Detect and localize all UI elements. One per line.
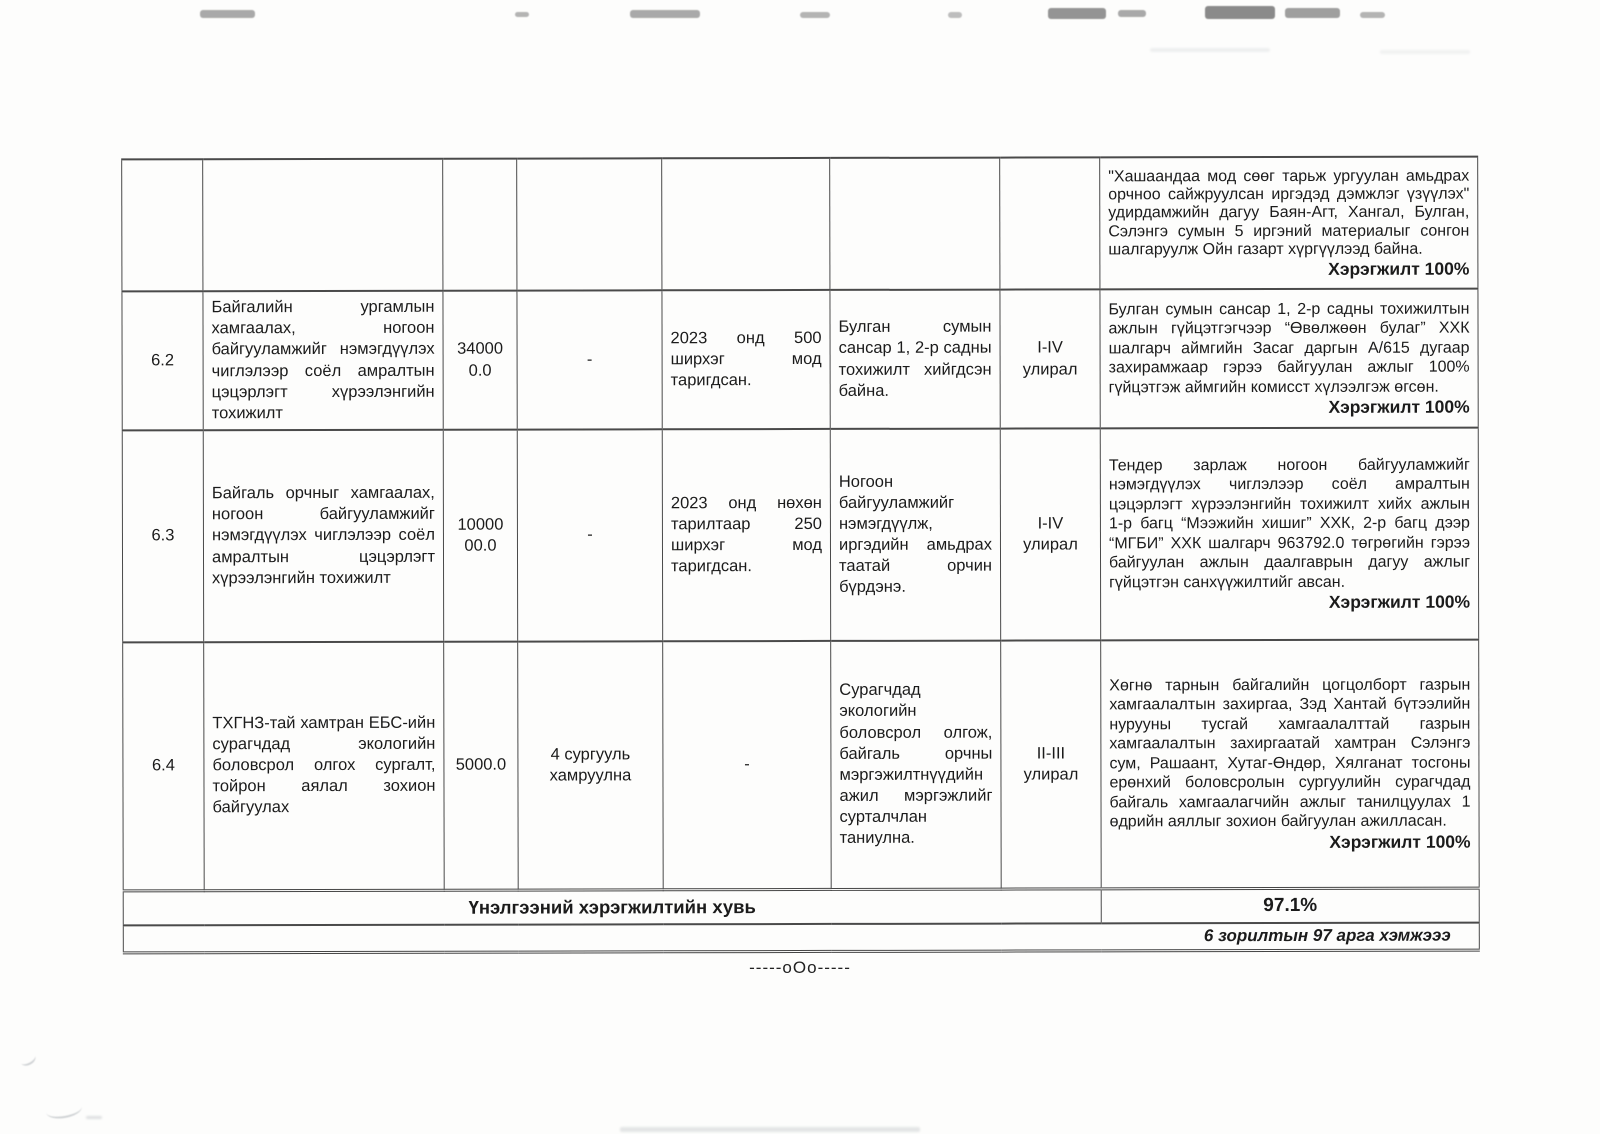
document-end-divider: -----oOo----- xyxy=(749,958,851,977)
implementation-status: Хэрэгжилт 100% xyxy=(1328,591,1471,612)
row-6-2-activity: Байгалийн ургамлын хамгаалах, ногоон байгууламжийг нэмэгдүүлэх чиглэлээр соёл амралтын цэцэрлэгт хүрээлэнгийн тохижилт xyxy=(203,291,443,431)
row-6-2-quarter: I-IV улирал xyxy=(1000,289,1100,428)
scan-artifact xyxy=(45,1099,83,1121)
row-6-2-number: 6.2 xyxy=(122,291,203,430)
row-6-3-quarter: I-IV улирал xyxy=(1000,428,1100,640)
results-table-wrap xyxy=(121,156,1480,954)
row-6-3-target: - xyxy=(517,429,662,641)
row-6-3-activity: Байгаль орчныг хамгаалах, ногоон байгууламжийг нэмэгдүүлэх чиглэлээр соёл амралтын цэцэрлэгт хүрээлэнгийн тохижилт xyxy=(203,430,443,643)
scan-artifact xyxy=(1150,48,1270,52)
implementation-text: Тендер зарлаж ногоон байгууламжийг нэмэгдүүлэх чиглэлээр соёл амралтын цэцэрлэгт хүрээлэнгийн тохижилт хийх ажлын 1-р багц “Мээжийн хишиг” ХХК, 2-р багц дээр “МГБИ” ХХК шалгарч 963792.0 төгрөгийн гэрээ байгуулан ажлын даалгаврын дагуу ажлыг гүйцэтгэн санхүүжилтийг авсан. xyxy=(1108,456,1471,591)
scan-artifact xyxy=(1118,10,1146,17)
row-6-4-quarter: II-III улирал xyxy=(1001,640,1102,888)
row-6-3-output: 2023 онд нөхөн тарилтаар 250 ширхэг мод таригдсан. xyxy=(662,429,830,641)
carryover-budget-cell xyxy=(443,159,517,291)
implementation-status: Хэрэгжилт 100% xyxy=(1328,396,1470,417)
table-row-total-note xyxy=(123,922,1479,952)
results-table xyxy=(121,156,1480,954)
row-6-4-number: 6.4 xyxy=(123,642,205,890)
table-row-6-3 xyxy=(122,428,1478,643)
implementation-text: Булган сумын сансар 1, 2-р садны тохижилтын ажлын гүйцэтгэгчээр “Өвөлжөөн булаг” ХХК шалгарч аймгийн Засаг даргын А/615 дугаар захирамжаар гэрээ байгуулан ажлыг 100% гүйцэтгэж аймгийн комисст хүлээлгэж өгсөн. xyxy=(1108,300,1470,396)
table-row-6-2 xyxy=(122,289,1478,431)
scan-artifact xyxy=(18,1051,37,1068)
implementation-text: Хөгнө тарнын байгалийн цогцолборт газрын хамгаалалтын захиргаа, Зэд Хантай бүтээлийн нурууны тусгай хамгаалалттай газрын хамгаалалтын захиргаатай хамтран Сэлэнгэ сум, Рашаант, Хутаг-Өндөр, Хялганат тосгоны ерөнхий боловсролын сургуулийн сурагчдад байгаль хамгаалагчийн ажлыг танилцуулах 1 өдрийн аяллыг зохион байгуулан ажилласан. xyxy=(1109,676,1471,831)
table-row-carryover xyxy=(122,157,1478,292)
row-6-3-outcome: Ногоон байгууламжийг нэмэгдүүлж, иргэдийн амьдрах таатай орчин бүрдэнэ. xyxy=(830,429,1000,641)
carryover-output-cell xyxy=(662,158,830,290)
scan-artifact xyxy=(1360,12,1385,18)
table-row-evaluation xyxy=(123,888,1479,926)
scan-artifact xyxy=(1205,6,1275,19)
carryover-quarter-cell xyxy=(1000,157,1100,289)
evaluation-label: Үнэлгээний хэрэгжилтийн хувь xyxy=(123,888,1101,925)
carryover-target-cell xyxy=(517,158,662,290)
row-6-4-activity: ТХГНЗ-тай хамтран ЕБС-ийн сурагчдад экологийн боловсрол олгох сургалт, тойрон аялал зохион байгуулах xyxy=(204,642,445,891)
row-6-2-implementation-cell xyxy=(1100,289,1478,429)
row-6-4-implementation-cell xyxy=(1101,640,1480,889)
row-6-4-outcome: Сурагчдад экологийн боловсрол олгож, байгаль орчны мэргэжилтнүүдийн ажил мэргэжлийг сурталчлан таниулна. xyxy=(831,641,1002,889)
row-6-3-implementation-cell xyxy=(1100,428,1478,641)
row-6-4-budget: 5000.0 xyxy=(444,642,519,890)
scan-artifact xyxy=(800,12,830,18)
scan-artifact xyxy=(1048,8,1106,19)
row-6-3-budget: 10000 00.0 xyxy=(443,430,517,642)
implementation-status: Хэрэгжилт 100% xyxy=(1329,831,1471,852)
scan-artifact xyxy=(1285,8,1340,18)
carryover-implementation-cell xyxy=(1100,157,1478,290)
row-6-2-budget: 34000 0.0 xyxy=(443,291,517,430)
row-6-2-target: - xyxy=(517,290,662,429)
evaluation-value: 97.1% xyxy=(1101,888,1479,924)
row-6-2-outcome: Булган сумын сансар 1, 2-р садны тохижилт хийгдсэн байна. xyxy=(830,290,1000,429)
scan-artifact xyxy=(86,1116,102,1119)
carryover-activity-cell xyxy=(203,159,443,292)
carryover-outcome-cell xyxy=(830,158,1000,290)
row-6-4-output: - xyxy=(663,641,832,889)
carryover-number-cell xyxy=(122,159,203,291)
scan-artifact xyxy=(1380,50,1470,54)
row-6-3-number: 6.3 xyxy=(122,430,203,642)
implementation-text: "Хашаандаа мод сөөг тарьж ургуулан амьдрах орчноо сайжруулсан иргэдэд дэмжлэг үзүүлэх" удирдамжийн дагуу Баян-Агт, Хангал, Булган, Сэлэнгэ сумын 5 иргэний материалыг сонгон шалгаруулж Ойн газарт хүргүүлээд байна. xyxy=(1108,167,1470,259)
table-row-6-4 xyxy=(123,640,1480,891)
row-6-2-output: 2023 онд 500 ширхэг мод таригдсан. xyxy=(662,290,830,429)
row-6-4-target: 4 сургууль хамруулна xyxy=(518,641,664,889)
scan-artifact xyxy=(620,1127,920,1132)
scan-artifact xyxy=(630,10,700,18)
total-note: 6 зорилтын 97 арга хэмжэээ xyxy=(123,922,1479,952)
scan-artifact xyxy=(948,12,962,18)
scan-artifact xyxy=(200,10,255,18)
implementation-status: Хэрэгжилт 100% xyxy=(1328,258,1470,279)
scan-artifact xyxy=(515,12,529,17)
